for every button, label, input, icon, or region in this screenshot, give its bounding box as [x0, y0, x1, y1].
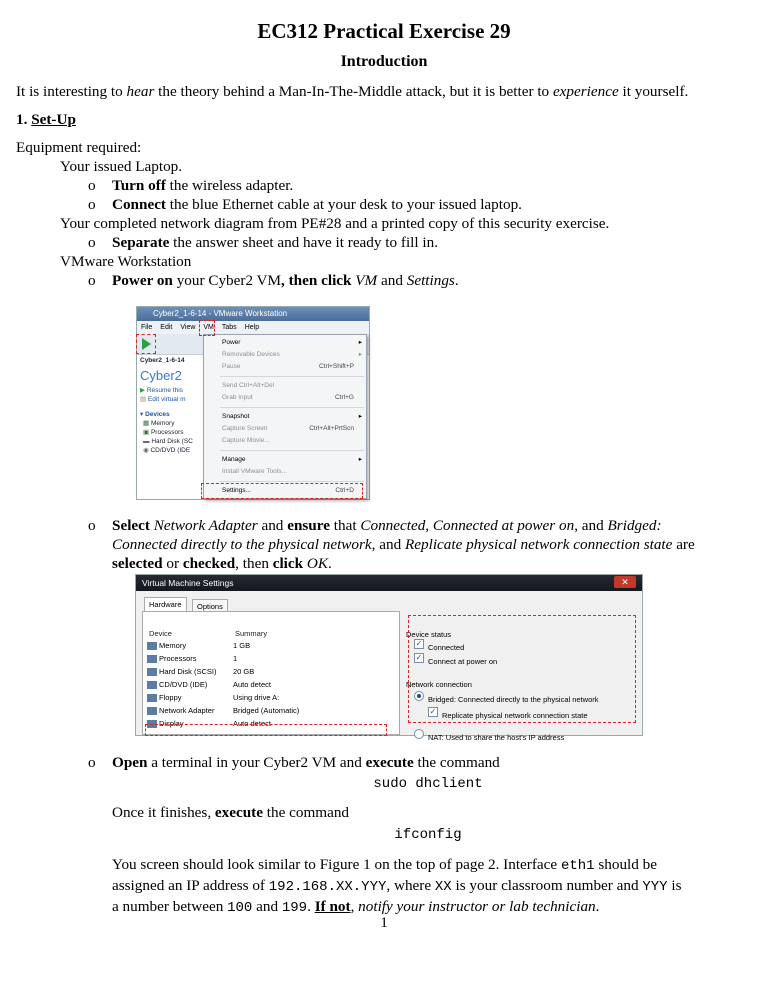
device-summary: Bridged (Automatic): [233, 706, 300, 715]
menu-tabs[interactable]: Tabs: [221, 324, 237, 331]
device-row-floppy[interactable]: [143, 692, 399, 704]
list-item-ethernet: o Connect the blue Ethernet cable at your desk to your issued laptop.: [88, 196, 522, 213]
menu-item-removable-devices[interactable]: [204, 349, 366, 361]
menu-vm[interactable]: VM: [203, 324, 214, 331]
menu-item-install-vmware-tools[interactable]: [204, 466, 366, 478]
library-panel: [137, 355, 207, 499]
sub-bullet-icon: o: [88, 177, 96, 194]
device-icon: [147, 707, 157, 715]
menu-item-grab-input[interactable]: [204, 392, 366, 404]
menu-item-pause[interactable]: [204, 361, 366, 373]
device-icon: [147, 668, 157, 676]
menu-item-shortcut: Ctrl+Shift+P: [318, 363, 354, 370]
device-summary: 1 GB: [233, 641, 251, 650]
menu-edit[interactable]: Edit: [160, 324, 173, 331]
submenu-arrow-icon: ▸: [358, 339, 362, 346]
device-row-network-adapter[interactable]: [143, 705, 399, 717]
menu-separator: [220, 376, 364, 377]
menu-item-label: Power: [222, 339, 241, 346]
highlight-network-adapter: [145, 724, 387, 736]
sub-bullet-icon: o: [88, 196, 96, 213]
menu-item-shortcut: Ctrl+D: [335, 487, 354, 494]
menu-item-label: Send Ctrl+Alt+Del: [222, 382, 275, 389]
menu-separator: [220, 481, 364, 482]
menu-separator: [220, 450, 364, 451]
menu-item-send-ctrl-alt-del[interactable]: [204, 380, 366, 392]
device-row-memory[interactable]: [143, 640, 399, 652]
device-summary: Auto detect: [233, 680, 271, 689]
memory-icon: ▦: [143, 420, 150, 427]
menu-bar: [137, 321, 369, 334]
play-icon: ▶: [140, 387, 145, 394]
submenu-arrow-icon: ▸: [358, 456, 362, 463]
processor-icon: ▣: [143, 429, 150, 436]
connected-label: Connected: [428, 643, 465, 652]
once-finishes-text: Once it finishes, execute the command: [112, 804, 350, 821]
settings-body: [136, 591, 642, 742]
replicate-checkbox[interactable]: ✓: [429, 707, 437, 716]
menu-item-label: Grab Input: [222, 394, 253, 401]
intro-paragraph: It is interesting to hear the theory behind a Man-In-The-Middle attack, but it is better to experience it yourself.: [16, 83, 689, 100]
menu-item-label: Capture Screen: [222, 425, 268, 432]
vm-name: Cyber2: [140, 368, 182, 383]
list-item-separate: o Separate the answer sheet and have it ready to fill in.: [88, 234, 439, 251]
device-icon: [147, 642, 157, 650]
edit-vm-link[interactable]: ▤ Edit virtual m: [140, 396, 186, 403]
menu-item-power[interactable]: [204, 337, 366, 349]
vm-tab[interactable]: Cyber2_1-6-14: [140, 357, 185, 364]
menu-item-label: Capture Movie...: [222, 437, 270, 444]
device-status-label: Device status: [406, 630, 452, 639]
device-summary: 1: [233, 654, 238, 663]
vmware-menu-screenshot: [136, 306, 370, 500]
device-cd-dvd[interactable]: ◉ CD/DVD (IDE: [143, 447, 191, 454]
window-title: Cyber2_1-6-14 - VMware Workstation: [137, 307, 369, 321]
open-terminal-step: o Open a terminal in your Cyber2 VM and execute the command: [88, 754, 500, 771]
menu-view[interactable]: View: [180, 324, 196, 331]
device-summary: 20 GB: [233, 667, 255, 676]
device-name: Floppy: [159, 693, 182, 702]
sub-bullet-icon: o: [88, 754, 96, 771]
replicate-label: Replicate physical network connection state: [442, 711, 588, 720]
equipment-label: Equipment required:: [16, 139, 142, 156]
device-name: CD/DVD (IDE): [159, 680, 208, 689]
bridged-label: Bridged: Connected directly to the physical network: [428, 695, 599, 704]
device-row-processors[interactable]: [143, 653, 399, 665]
tab-options[interactable]: Options: [192, 599, 228, 614]
menu-item-shortcut: Ctrl+Alt+PrtScn: [309, 425, 354, 432]
tab-hardware[interactable]: Hardware: [144, 597, 187, 612]
device-icon: [147, 655, 157, 663]
device-name: Memory: [159, 641, 187, 650]
connect-at-power-on-label: Connect at power on: [428, 657, 498, 666]
device-row-hard-disk-scsi[interactable]: [143, 666, 399, 678]
device-hard-disk[interactable]: ▬ Hard Disk (SC: [143, 438, 193, 445]
menu-item-manage[interactable]: [204, 454, 366, 466]
menu-item-label: Manage: [222, 456, 246, 463]
command-ifconfig: ifconfig: [394, 827, 462, 843]
menu-separator: [220, 407, 364, 408]
device-name: Processors: [159, 654, 197, 663]
device-summary: Auto detect: [233, 719, 271, 728]
highlight-settings: [201, 483, 363, 499]
highlight-play: [136, 334, 156, 354]
column-device: Device: [149, 629, 172, 638]
device-summary: Using drive A:: [233, 693, 280, 702]
highlight-device-status: [408, 615, 636, 723]
menu-item-label: Snapshot: [222, 413, 250, 420]
device-processors[interactable]: ▣ Processors: [143, 429, 184, 436]
device-name: Display: [159, 719, 184, 728]
menu-help[interactable]: Help: [244, 324, 260, 331]
resume-link[interactable]: ▶ Resume this: [140, 387, 183, 394]
menu-file[interactable]: File: [141, 324, 153, 331]
select-network-adapter-step: o Select Network Adapter and ensure that Connected, Connected at power on, and Bridged: Connected directly to the physical network, and Replicate physical network connection state are selected or checked, then click OK.: [88, 517, 695, 572]
nat-label: NAT: Used to share the host's IP address: [428, 733, 565, 742]
list-item-power-on: o Power on your Cyber2 VM, then click VM and Settings.: [88, 272, 459, 289]
nat-radio[interactable]: [414, 729, 424, 739]
devices-heading: ▾ Devices: [140, 411, 170, 418]
menu-item-label: Pause: [222, 363, 241, 370]
column-summary: Summary: [235, 629, 268, 638]
menu-item-shortcut: Ctrl+G: [335, 394, 354, 401]
vm-dropdown-menu: [203, 334, 367, 499]
device-icon: [147, 681, 157, 689]
network-connection-label: Network connection: [406, 680, 472, 689]
device-memory[interactable]: ▦ Memory: [143, 420, 175, 427]
submenu-arrow-icon: ▸: [358, 351, 362, 358]
connected-checkbox[interactable]: ✓: [415, 639, 423, 648]
edit-icon: ▤: [140, 396, 147, 403]
section-heading-introduction: Introduction: [340, 53, 428, 70]
sub-bullet-icon: o: [88, 517, 96, 534]
page-number: 1: [380, 914, 388, 931]
menu-item-snapshot[interactable]: [204, 411, 366, 423]
list-item-wifi: o Turn off the wireless adapter.: [88, 177, 294, 194]
device-list-panel: [142, 611, 400, 735]
device-name: Hard Disk (SCSI): [159, 667, 217, 676]
window-title: Virtual Machine Settings: [136, 575, 642, 591]
connect-at-power-on-checkbox[interactable]: ✓: [415, 653, 423, 662]
vm-settings-screenshot: [135, 574, 643, 742]
command-dhclient: sudo dhclient: [373, 776, 483, 792]
section-heading-setup: 1. Set-Up: [16, 111, 76, 128]
menu-item-label: Install VMware Tools...: [222, 468, 287, 475]
device-name: Network Adapter: [159, 706, 215, 715]
sub-bullet-icon: o: [88, 234, 96, 251]
submenu-arrow-icon: ▸: [358, 413, 362, 420]
menu-item-label: Settings...: [222, 487, 251, 494]
menu-item-capture-movie[interactable]: [204, 435, 366, 447]
device-row-cd-dvd-ide[interactable]: [143, 679, 399, 691]
sub-bullet-icon: o: [88, 272, 96, 289]
cd-icon: ◉: [143, 447, 149, 454]
page-title: EC312 Practical Exercise 29: [257, 19, 511, 43]
menu-item-label: Removable Devices: [222, 351, 280, 358]
close-button[interactable]: ✕: [614, 576, 636, 588]
menu-item-capture-screen[interactable]: [204, 423, 366, 435]
final-instruction-paragraph: You screen should look similar to Figure 1 on the top of page 2. Interface eth1 should be assigned an IP address of 192.168.XX.YYY, where XX is your classroom number and YYY is a number between 100 and 199. If not, notify your instructor or lab technician.: [112, 856, 682, 916]
highlight-vm-menu: [199, 320, 215, 336]
disk-icon: ▬: [143, 438, 150, 445]
device-icon: [147, 694, 157, 702]
